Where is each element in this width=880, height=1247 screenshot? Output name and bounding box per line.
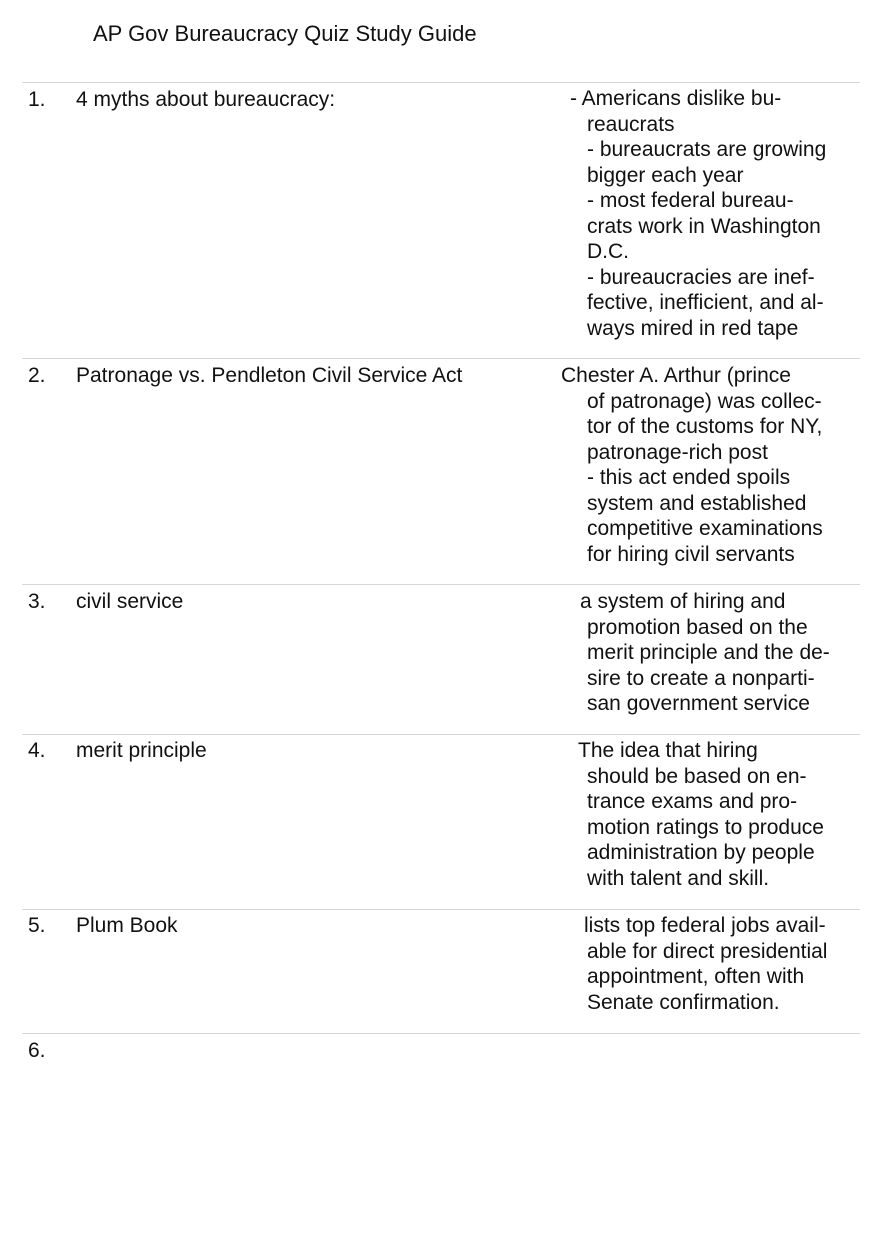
definition-line: D.C.	[587, 240, 629, 263]
row-term: merit principle	[76, 739, 207, 762]
definition-line: appointment, often with	[587, 965, 805, 988]
definition-line: competitive examinations	[587, 517, 823, 540]
definition-line: promotion based on the	[587, 615, 808, 639]
row-definition	[580, 589, 857, 717]
row-number: 3.	[28, 590, 46, 613]
row-definition	[578, 738, 857, 891]
definition-line: Chester A. Arthur (prince	[561, 364, 791, 387]
row-number: 5.	[28, 914, 46, 937]
definition-line: sire to create a nonparti-	[587, 666, 815, 690]
definition-line: - Americans dislike bu-	[570, 87, 782, 110]
row-divider	[22, 584, 860, 585]
row-term: Plum Book	[76, 914, 178, 937]
definition-line: with talent and skill.	[587, 866, 770, 890]
row-term: 4 myths about bureaucracy:	[76, 88, 336, 111]
definition-line: system and established	[587, 491, 807, 515]
definition-line: motion ratings to produce	[587, 815, 824, 839]
row-divider	[22, 82, 860, 83]
definition-line: fective, inefficient, and al-	[587, 291, 824, 314]
row-definition	[561, 363, 857, 567]
definition-line: - most federal bureau-	[587, 189, 794, 212]
definition-line: - this act ended spoils	[587, 466, 791, 489]
definition-line: patronage-rich post	[587, 440, 768, 464]
definition-line: lists top federal jobs avail-	[584, 914, 826, 937]
row-divider	[22, 358, 860, 359]
definition-line: ways mired in red tape	[587, 316, 799, 340]
row-definition	[570, 86, 857, 341]
row-number: 6.	[28, 1039, 46, 1062]
row-divider	[22, 1033, 860, 1034]
definition-line: administration by people	[587, 841, 815, 864]
definition-line: should be based on en-	[587, 764, 807, 788]
definition-line: merit principle and the de-	[587, 641, 830, 664]
definition-line: reaucrats	[587, 112, 675, 136]
row-divider	[22, 909, 860, 910]
definition-line: Senate confirmation.	[587, 990, 780, 1014]
definition-line: - bureaucracies are inef-	[587, 265, 815, 289]
row-number: 1.	[28, 88, 46, 111]
definition-line: of patronage) was collec-	[587, 389, 822, 413]
definition-line: trance exams and pro-	[587, 790, 798, 813]
definition-line: a system of hiring and	[580, 590, 786, 613]
row-term: Patronage vs. Pendleton Civil Service Act	[76, 364, 463, 387]
row-divider	[22, 734, 860, 735]
definition-line: for hiring civil servants	[587, 542, 795, 566]
definition-line: tor of the customs for NY,	[587, 415, 823, 438]
row-definition	[584, 913, 857, 1015]
definition-line: The idea that hiring	[578, 739, 758, 762]
definition-line: able for direct presidential	[587, 939, 828, 963]
definition-line: - bureaucrats are growing	[587, 138, 827, 161]
row-number: 4.	[28, 739, 46, 762]
row-term: civil service	[76, 590, 184, 613]
page-title: AP Gov Bureaucracy Quiz Study Guide	[93, 21, 477, 46]
definition-line: bigger each year	[587, 163, 744, 187]
definition-line: crats work in Washington	[587, 214, 821, 238]
row-number: 2.	[28, 364, 46, 387]
definition-line: san government service	[587, 692, 810, 715]
